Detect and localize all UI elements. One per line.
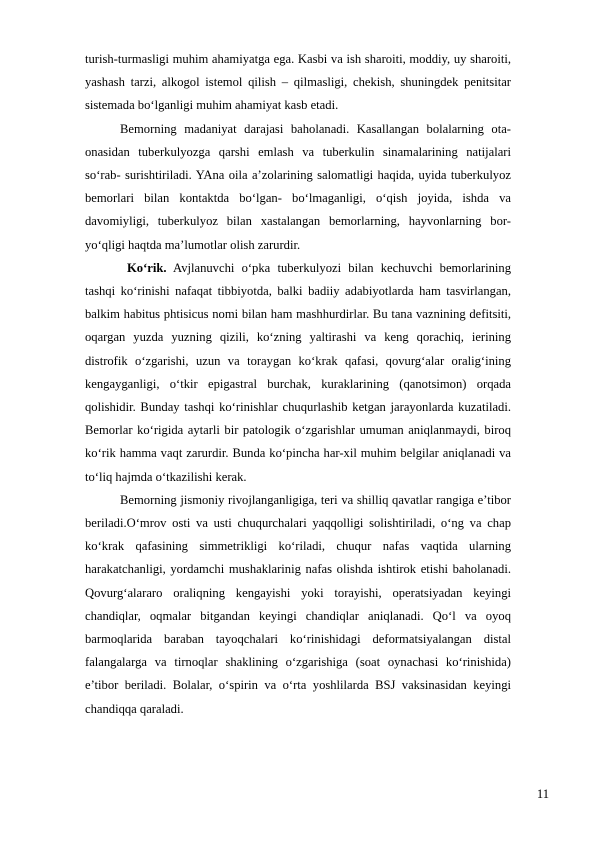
- paragraph-1-text: turish-turmasligi muhim ahamiyatga ega. Kasbi va ish sharoiti, moddiy, uy sharoiti, yashash tarzi, alkogol istemol qilish – qilmasligi, chekish, shuningdek penitsitar sistemada bo‘lganligi muhim ahamiyat kasb etadi.: [85, 52, 511, 113]
- paragraph-2: [85, 118, 511, 257]
- paragraph-3-text: Avjlanuvchi o‘pka tuberkulyozi bilan kechuvchi bemorlarining tashqi ko‘rinishi nafaqat tibbiyotda, balki badiiy adabiyotlarda ham tasvirlangan, balkim habitus phtisicus nomi bilan ham mashhurdirlar. Bu tana vaznining defitsiti, oqargan yuzda yuzning qizili, ko‘zning yaltirashi va keng qorachiq, ierining distrofik o‘zgarishi, uzun va toraygan ko‘krak qafasi, qovurg‘alar oralig‘ining kengayganligi, o‘tkir epigastral burchak, kuraklarining (qanotsimon) orqada qolishidir. Bunday tashqi ko‘rinishlar chuqurlashib ketgan jarayonlarda kuzatiladi. Bemorlar ko‘rigida aytarli bir patologik o‘zgarishlar umuman aniqlanmaydi, biroq ko‘rik hamma vaqt zarurdir. Bunda ko‘pincha har-xil muhim belgilar aniqlanadi va to‘liq hajmda o‘tkazilishi kerak.: [85, 260, 511, 484]
- page-number: 11: [536, 787, 549, 801]
- paragraph-3-heading: Ko‘rik.: [127, 260, 167, 275]
- paragraph-1: [85, 48, 511, 118]
- paragraph-4-text: Bemorning jismoniy rivojlanganligiga, teri va shilliq qavatlar rangiga e’tibor beriladi.O‘mrov osti va usti chuqurchalari yaqqolligi solishtiriladi, o‘ng va chap ko‘krak qafasining simmetrikligi ko‘riladi, chuqur nafas vaqtida ularning harakatchanligi, yordamchi mushaklarinig nafas olishda ishtirok etishi baholanadi. Qovurg‘alararo oraliqning kengayishi yoki torayishi, operatsiyadan keyingi chandiqlar, oqmalar bitgandan keyingi chandiqlar aniqlanadi. Qo‘l va oyoq barmoqlarida baraban tayoqchalari ko‘rinishidagi deformatsiyalangan distal falangalarga va tirnoqlar shaklining o‘zgarishiga (soat oynachasi ko‘rinishida) e’tibor beriladi. Bolalar, o‘spirin va o‘rta yoshlilarda BSJ vaksinasidan keyingi chandiqqa qaraladi.: [85, 492, 511, 716]
- document-body: [85, 48, 511, 721]
- paragraph-3: [85, 257, 511, 489]
- paragraph-2-text: Bemorning madaniyat darajasi baholanadi. Kasallangan bolalarning ota-onasidan tuberkulyozga qarshi emlash va tuberkulin sinamalarining natijalari so‘rab- surishtiriladi. YAna oila a’zolarining salomatligi haqida, uyida tuberkulyoz bemorlari bilan kontaktda bo‘lgan- bo‘lmaganligi, o‘qish joyida, ishda va davomiyligi, tuberkulyoz bilan xastalangan bemorlarning, hayvonlarning bor-yo‘qligi haqtda ma’lumotlar olish zarurdir.: [85, 121, 511, 252]
- paragraph-4: [85, 489, 511, 721]
